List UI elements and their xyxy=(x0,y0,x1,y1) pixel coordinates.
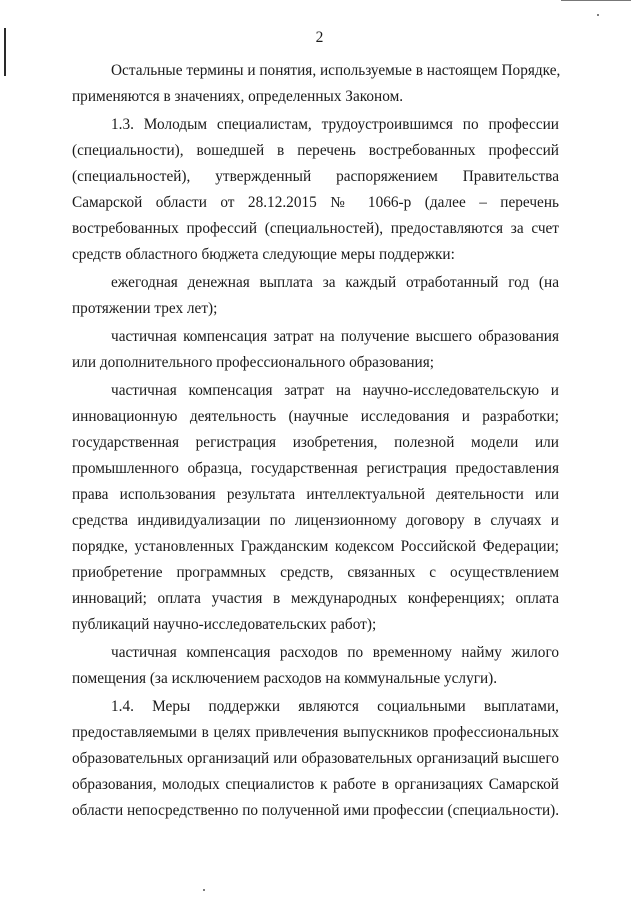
text-line: образовательных организаций или образовательных организаций высшего xyxy=(72,750,559,767)
text-line: применяются в значениях, определенных Законом. xyxy=(72,88,404,105)
paragraph-terms xyxy=(72,58,559,110)
page-number: 2 xyxy=(315,29,324,46)
text-line: промышленного образца, государственная регистрация предоставления xyxy=(72,460,559,477)
text-line: области непосредственно по полученной ими профессии (специальности). xyxy=(72,802,560,819)
text-line: порядке, установленных Гражданским кодексом Российской Федерации; xyxy=(72,538,559,555)
text-line: 1.4. Меры поддержки являются социальными выплатами, xyxy=(111,698,559,715)
scan-edge-line xyxy=(561,0,631,1)
text-line: инноваций; оплата участия в международных конференциях; оплата xyxy=(72,590,559,607)
text-line: помещения (за исключением расходов на коммунальные услуги). xyxy=(72,670,498,687)
document-body xyxy=(72,58,559,824)
text-line: Самарской области от 28.12.2015 № 1066-р (далее – перечень xyxy=(72,194,559,211)
text-line: права использования результата интеллектуальной деятельности или xyxy=(72,486,559,503)
text-line: средств областного бюджета следующие меры поддержки: xyxy=(72,246,455,263)
text-line: образования, молодых специалистов к работе в организациях Самарской xyxy=(72,776,559,793)
text-line: приобретение программных средств, связанных с осуществлением xyxy=(72,564,559,581)
text-line: (специальности), вошедшей в перечень востребованных профессий xyxy=(72,142,559,159)
text-line: предоставляемыми в целях привлечения выпускников профессиональных xyxy=(72,724,559,741)
paragraph-1-3 xyxy=(72,112,559,268)
text-line: востребованных профессий (специальностей), предоставляются за счет xyxy=(72,220,559,237)
text-line: частичная компенсация затрат на получение высшего образования xyxy=(111,328,559,345)
scan-speck xyxy=(203,889,205,891)
text-line: инновационную деятельность (научные исследования и разработки; xyxy=(72,408,559,425)
paragraph-housing-compensation xyxy=(72,640,559,692)
paragraph-1-4 xyxy=(72,694,559,824)
text-line: средства индивидуализации по лицензионному договору в случаях и xyxy=(72,512,559,529)
paragraph-annual-payment xyxy=(72,270,559,322)
scan-speck xyxy=(597,14,599,16)
text-line: Остальные термины и понятия, используемые в настоящем Порядке, xyxy=(111,62,561,79)
text-line: 1.3. Молодым специалистам, трудоустроившимся по профессии xyxy=(111,116,559,133)
text-line: частичная компенсация расходов по временному найму жилого xyxy=(111,644,559,661)
text-line: (специальностей), утвержденный распоряжением Правительства xyxy=(72,168,559,185)
paragraph-education-compensation xyxy=(72,324,559,376)
text-line: или дополнительного профессионального образования; xyxy=(72,354,435,371)
text-line: государственная регистрация изобретения, полезной модели или xyxy=(72,434,559,451)
text-line: публикаций научно-исследовательских работ); xyxy=(72,616,377,633)
paragraph-research-compensation xyxy=(72,378,559,638)
text-line: ежегодная денежная выплата за каждый отработанный год (на xyxy=(111,274,559,291)
text-line: протяжении трех лет); xyxy=(72,300,218,317)
text-line: частичная компенсация затрат на научно-исследовательскую и xyxy=(111,382,559,399)
